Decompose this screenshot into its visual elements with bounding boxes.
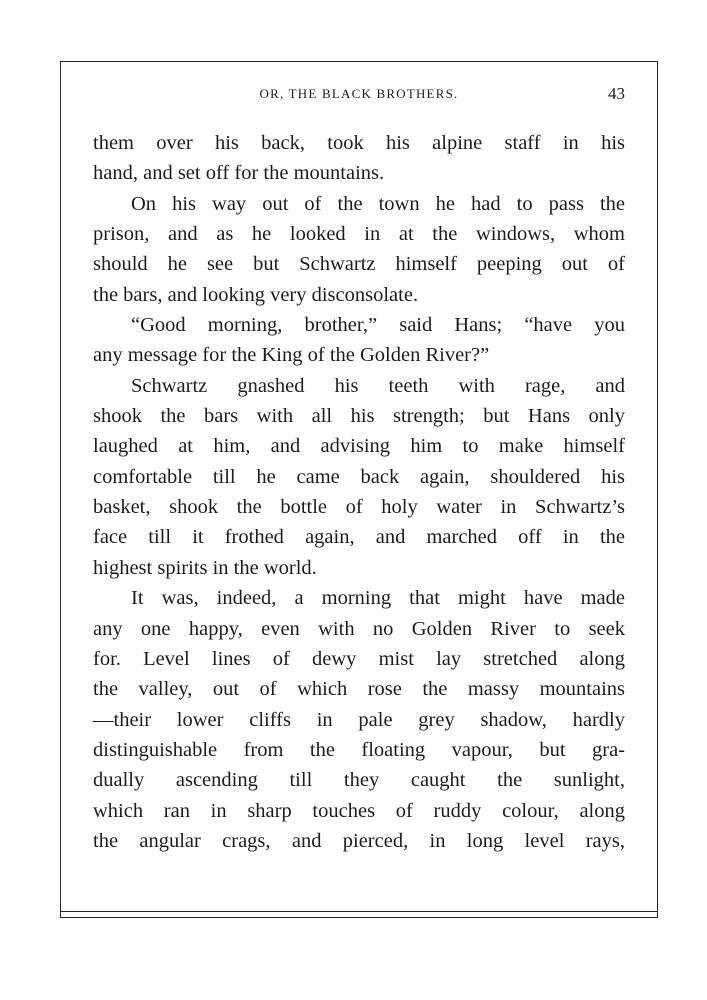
text-line: any one happy, even with no Golden River to seek	[93, 617, 625, 640]
text-line: shook the bars with all his strength; but Hans only	[93, 405, 625, 428]
text-line: for. Level lines of dewy mist lay stretched along	[93, 647, 625, 670]
text-line: On his way out of the town he had to pass the	[131, 192, 625, 215]
text-line: the angular crags, and pierced, in long level rays,	[93, 829, 625, 852]
text-line: which ran in sharp touches of ruddy colour, along	[93, 799, 625, 822]
text-line: It was, indeed, a morning that might have made	[131, 587, 625, 610]
text-line: “Good morning, brother,” said Hans; “have you	[131, 314, 625, 337]
text-line: the bars, and looking very disconsolate.	[93, 283, 419, 306]
running-head	[93, 86, 625, 110]
running-title: OR, THE BLACK BROTHERS.	[259, 86, 459, 101]
text-line: any message for the King of the Golden River?”	[93, 344, 490, 367]
frame-bottom-rule	[60, 911, 658, 912]
text-line: face till it frothed again, and marched off in the	[93, 526, 625, 549]
body-text	[93, 128, 625, 856]
text-line: Schwartz gnashed his teeth with rage, and	[131, 374, 625, 397]
text-line: comfortable till he came back again, shouldered his	[93, 465, 625, 488]
text-line: —their lower cliffs in pale grey shadow, hardly	[93, 708, 625, 731]
text-line: should he see but Schwartz himself peeping out of	[93, 253, 625, 276]
text-line: prison, and as he looked in at the windows, whom	[93, 223, 625, 246]
text-line: them over his back, took his alpine staff in his	[93, 132, 625, 154]
text-line: hand, and set off for the mountains.	[93, 162, 385, 185]
text-line: the valley, out of which rose the massy mountains	[93, 678, 625, 701]
text-line: highest spirits in the world.	[93, 556, 317, 579]
text-line: dually ascending till they caught the sunlight,	[93, 769, 625, 792]
text-line: distinguishable from the floating vapour, but gra-	[93, 738, 625, 761]
page-number: 43	[608, 84, 625, 103]
text-line: laughed at him, and advising him to make himself	[93, 435, 625, 458]
text-line: basket, shook the bottle of holy water in Schwartz’s	[93, 496, 625, 519]
